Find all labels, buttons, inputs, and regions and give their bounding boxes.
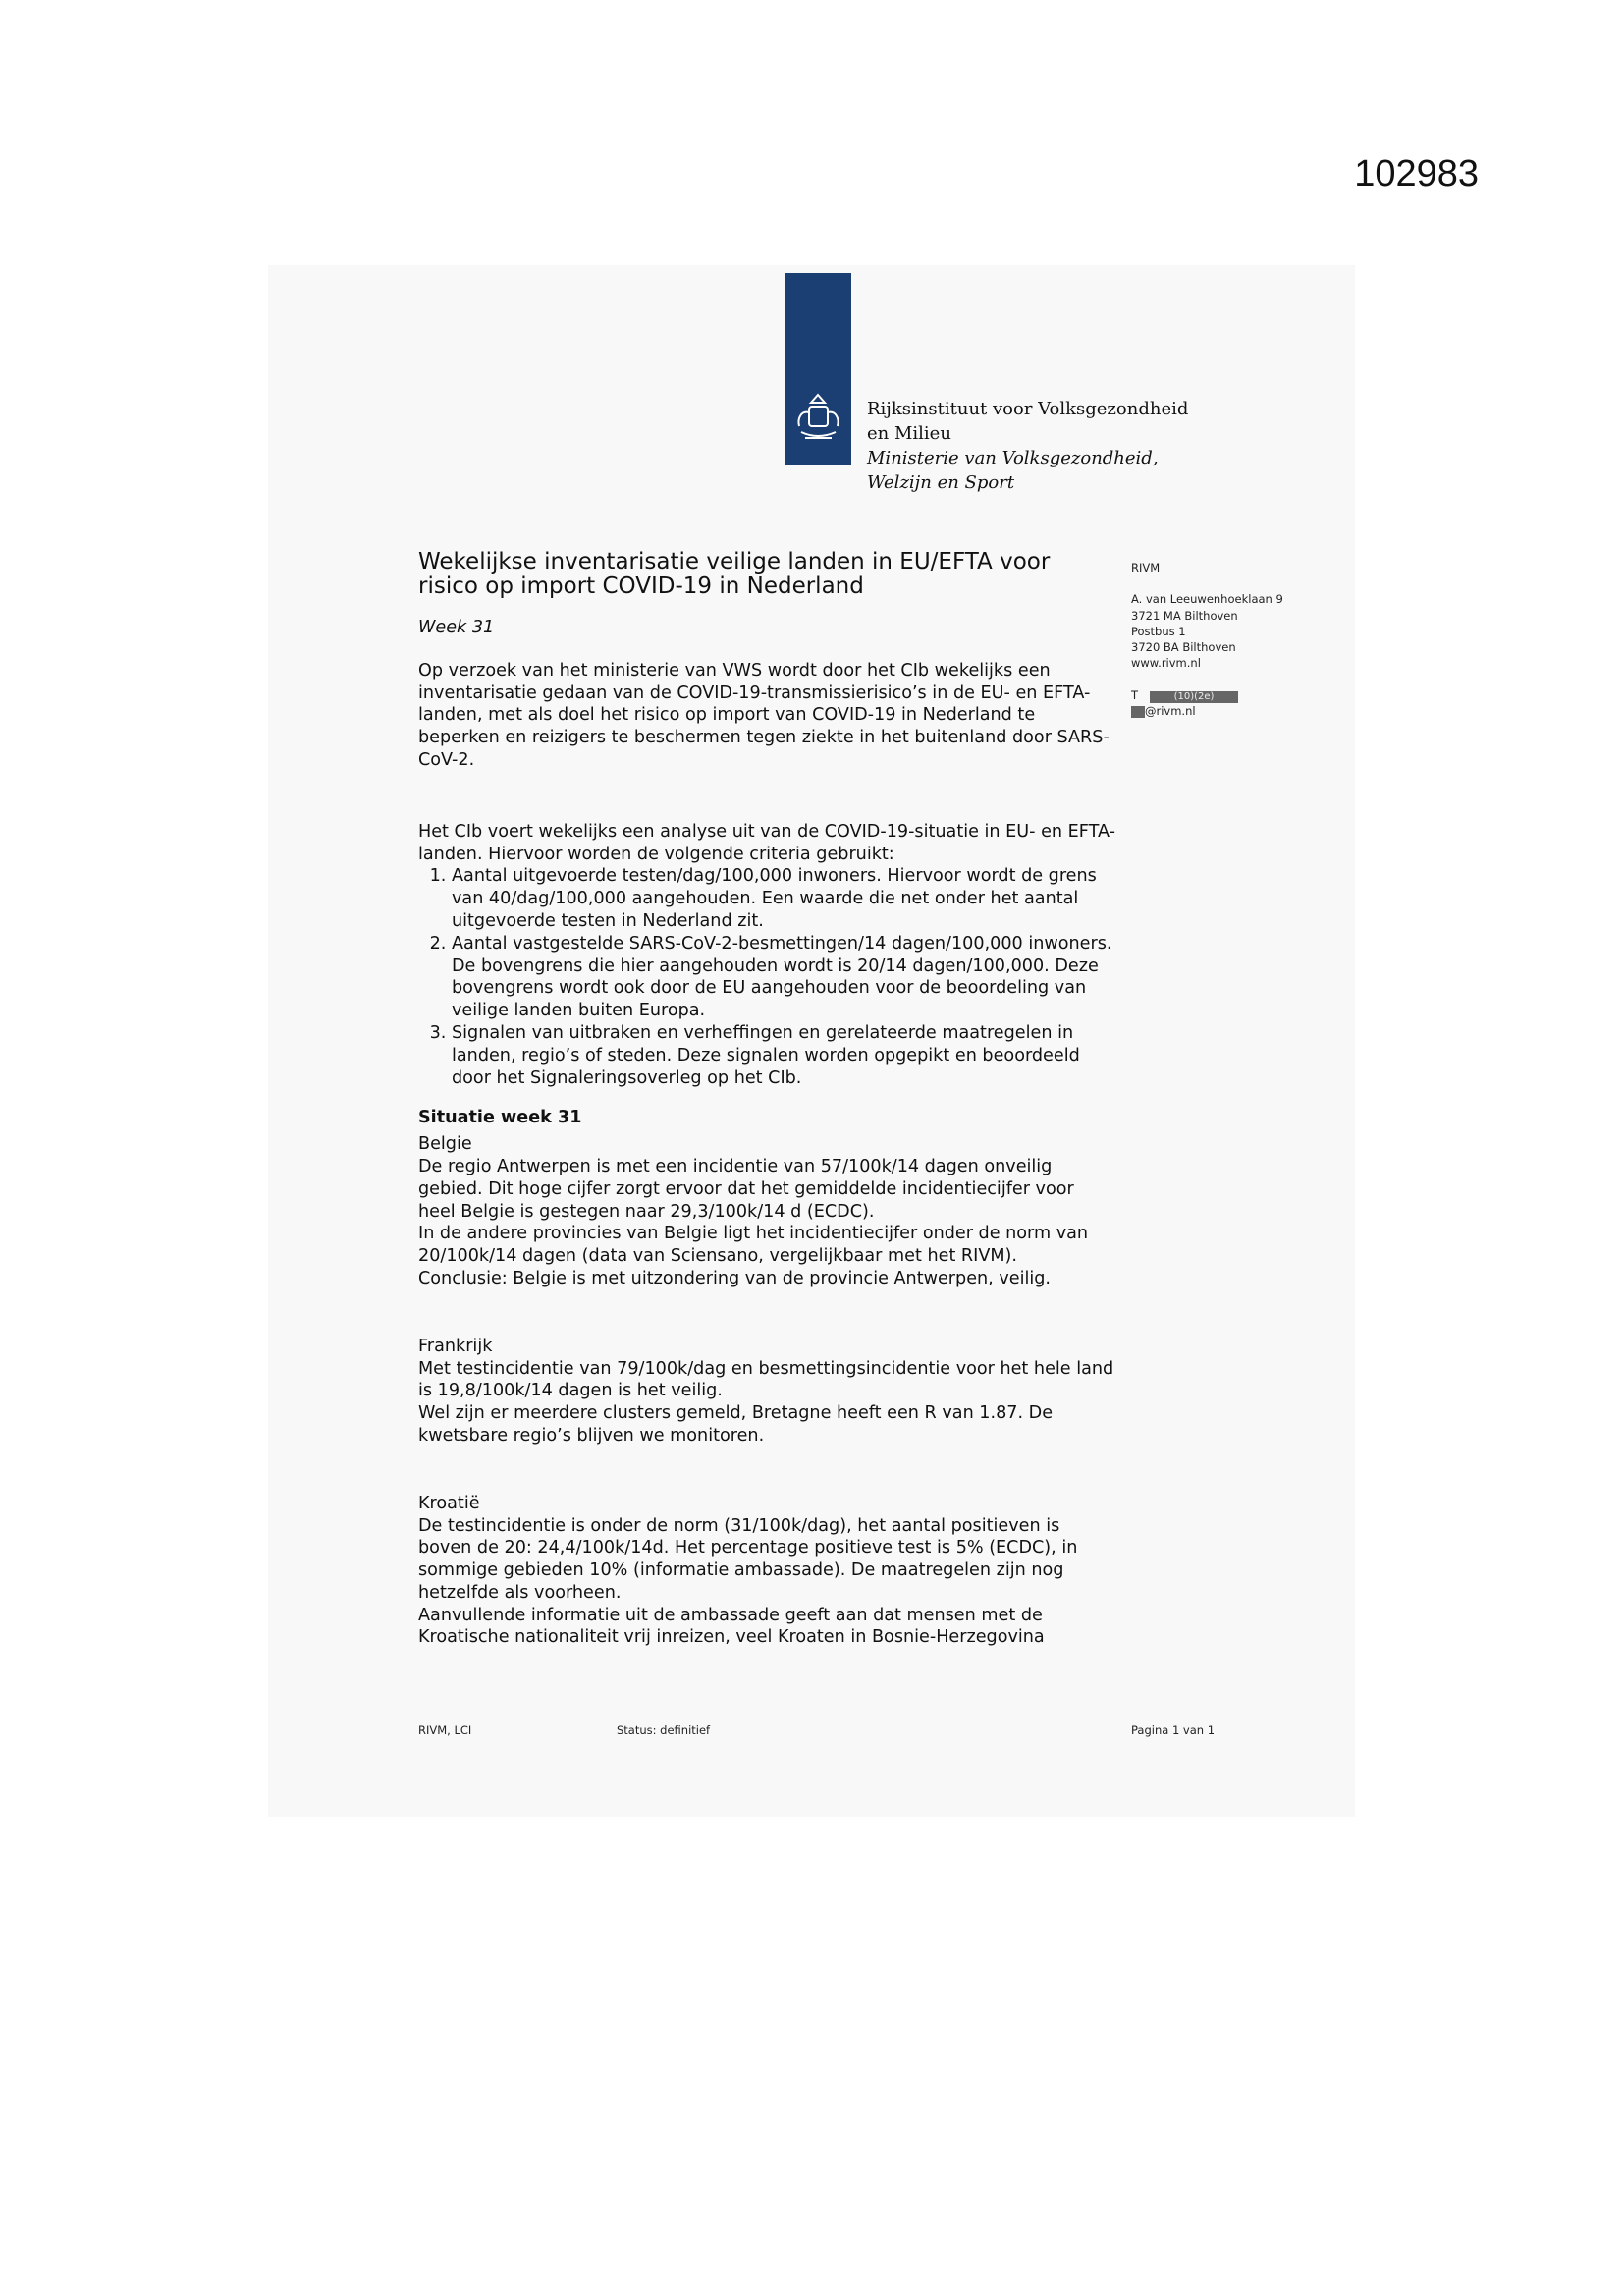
coat-of-arms-icon xyxy=(791,391,845,450)
main-content xyxy=(418,550,1115,1649)
criteria-item: 3. Signalen van uitbraken en verheffingen en gerelateerde maatregelen in landen, regio’s of steden. Deze signalen worden opgepikt en beoordeeld door het Signaleringsoverleg op het CIb. xyxy=(452,1022,1115,1089)
footer-page-number: Pagina 1 van 1 xyxy=(1131,1723,1216,1737)
country-text: De testincidentie is onder de norm (31/100k/dag), het aantal positieven is boven de 20: 24,4/100k/14d. Het percentage positieve test is 5% (ECDC), in sommige gebieden 10% (informatie ambassade). De maatregelen zijn nog hetzelfde als voorheen. xyxy=(418,1515,1078,1603)
situation-heading: Situatie week 31 xyxy=(418,1108,582,1128)
intro-paragraph: Op verzoek van het ministerie van VWS wordt door het CIb wekelijks een inventarisatie gedaan van de COVID-19-transmissierisico’s in de EU- en EFTA-landen, met als doel het risico op import van COVID-19 in Nederland te beperken en reizigers te beschermen tegen ziekte in het buitenland door SARS-CoV-2. xyxy=(418,660,1110,770)
redaction-box: (10)(2e) xyxy=(1150,691,1238,703)
footer-left: RIVM, LCI xyxy=(418,1723,472,1737)
country-text: Conclusie: Belgie is met uitzondering van de provincie Antwerpen, veilig. xyxy=(418,1268,1052,1288)
country-text: Wel zijn er meerdere clusters gemeld, Bretagne heeft een R van 1.87. De kwetsbare regio’s blijven we monitoren. xyxy=(418,1403,1054,1446)
country-text: Aanvullende informatie uit de ambassade geeft aan dat mensen met de Kroatische nationaliteit vrij inreizen, veel Kroaten in Bosnie-Herzegovina xyxy=(418,1605,1045,1648)
country-name: Frankrijk xyxy=(418,1336,493,1356)
document-number: 102983 xyxy=(1354,153,1479,194)
country-section-kroatie xyxy=(418,1493,1115,1650)
criteria-list xyxy=(418,865,1115,1089)
sidebar-phone xyxy=(1131,687,1318,703)
sidebar-address: 3720 BA Bilthoven xyxy=(1131,640,1236,655)
sidebar-address: 3721 MA Bilthoven xyxy=(1131,608,1238,623)
email-suffix: @rivm.nl xyxy=(1145,704,1196,719)
org-name-line2: en Milieu xyxy=(867,423,951,444)
sidebar-org: RIVM xyxy=(1131,561,1161,574)
rijksoverheid-logo xyxy=(785,273,851,465)
country-section-frankrijk xyxy=(418,1336,1115,1448)
week-label: Week 31 xyxy=(418,618,495,637)
sidebar-email xyxy=(1131,703,1318,719)
country-text: Met testincidentie van 79/100k/dag en besmettingsincidentie voor het hele land is 19,8/100k/14 dagen is het veilig. xyxy=(418,1358,1114,1401)
redaction-box-small xyxy=(1131,706,1145,718)
criteria-intro: Het CIb voert wekelijks een analyse uit van de COVID-19-situatie in EU- en EFTA-landen. Hiervoor worden de volgende criteria gebruikt: xyxy=(418,821,1115,864)
criteria-item: 1. Aantal uitgevoerde testen/dag/100,000 inwoners. Hiervoor wordt de grens van 40/dag/100,000 aangehouden. Een waarde die net onder het aantal uitgevoerde testen in Nederland zit. xyxy=(452,865,1115,932)
ministry-line2: Welzijn en Sport xyxy=(867,472,1015,493)
country-section-belgie xyxy=(418,1133,1115,1290)
sidebar-postbus: Postbus 1 xyxy=(1131,624,1186,638)
document-title: Wekelijkse inventarisatie veilige landen in EU/EFTA voor risico op import COVID-19 in Nederland xyxy=(418,549,1051,599)
footer-status: Status: definitief xyxy=(617,1723,711,1737)
org-name-line1: Rijksinstituut voor Volksgezondheid xyxy=(867,399,1189,419)
country-text: De regio Antwerpen is met een incidentie van 57/100k/14 dagen onveilig gebied. Dit hoge cijfer zorgt ervoor dat het gemiddelde incidentiecijfer voor heel Belgie is gestegen naar 29,3/100k/14 d (ECDC). xyxy=(418,1156,1074,1222)
country-name: Kroatië xyxy=(418,1493,480,1513)
country-text: In de andere provincies van Belgie ligt het incidentiecijfer onder de norm van 20/100k/14 dagen (data van Sciensano, vergelijkbaar met het RIVM). xyxy=(418,1224,1089,1267)
phone-label: T xyxy=(1131,687,1139,702)
sender-sidebar xyxy=(1131,560,1318,719)
sidebar-address: A. van Leeuwenhoeklaan 9 xyxy=(1131,592,1283,607)
sidebar-website[interactable]: www.rivm.nl xyxy=(1131,656,1201,671)
country-name: Belgie xyxy=(418,1134,472,1155)
logo-wordmark xyxy=(867,397,1188,495)
ministry-line1: Ministerie van Volksgezondheid, xyxy=(867,448,1159,468)
criteria-item: 2. Aantal vastgestelde SARS-CoV-2-besmettingen/14 dagen/100,000 inwoners. De bovengrens die hier aangehouden wordt is 20/14 dagen/100,000. Deze bovengrens wordt ook door de EU aangehouden voor de beoordeling van veilige landen buiten Europa. xyxy=(452,933,1115,1022)
